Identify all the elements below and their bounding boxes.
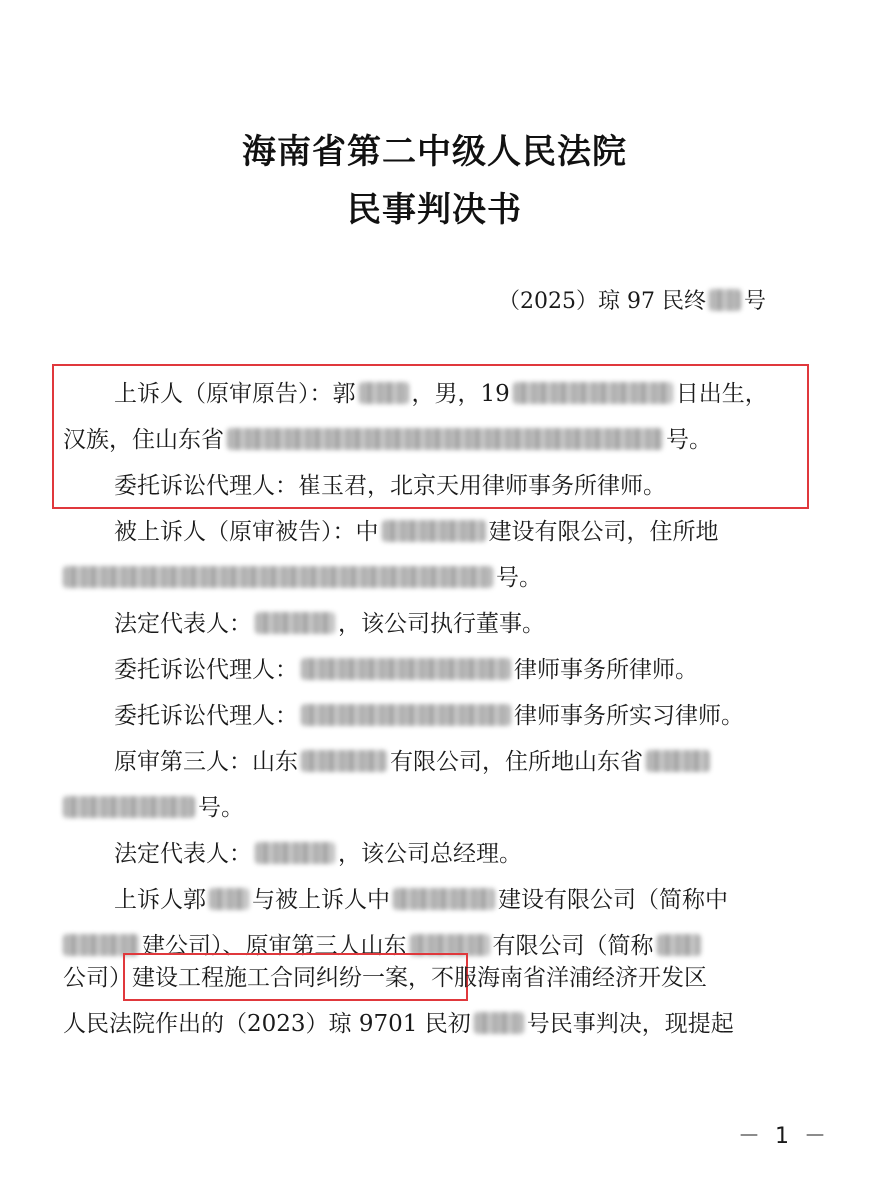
- text-segment: 有限公司，住所地山东省: [390, 749, 643, 775]
- text-segment: 委托诉讼代理人：崔玉君，北京天用律师事务所律师。: [114, 473, 666, 499]
- text-segment: 不服海南省洋浦经济开发区: [431, 965, 707, 991]
- paragraph-line: [114, 654, 698, 686]
- paragraph-line: [114, 838, 522, 870]
- paragraph-line: [114, 378, 768, 410]
- paragraph-line: [63, 424, 712, 456]
- redacted-text: [359, 382, 409, 404]
- text-segment: 委托诉讼代理人：: [114, 657, 298, 683]
- text-segment: 律师事务所律师。: [514, 657, 698, 683]
- text-segment: 上诉人郭: [114, 887, 206, 913]
- redacted-text: [646, 750, 710, 772]
- text-segment: 与被上诉人中: [252, 887, 390, 913]
- redacted-text: [255, 612, 335, 634]
- redacted-text: [63, 796, 195, 818]
- text-segment: 律师事务所实习律师。: [514, 703, 744, 729]
- case-number-suffix: 号: [743, 289, 766, 314]
- paragraph-line: [114, 700, 744, 732]
- text-segment: 汉族，住山东省: [63, 427, 224, 453]
- text-segment: 公司）: [63, 965, 132, 991]
- paragraph-line: [114, 516, 719, 548]
- redacted-text: [301, 704, 511, 726]
- text-segment: ，该公司执行董事。: [338, 611, 545, 637]
- text-segment: 人民法院作出的（2023）琼 9701 民初: [63, 1011, 471, 1037]
- redacted-text: [301, 658, 511, 680]
- redacted-text: [301, 750, 387, 772]
- redacted-text: [474, 1012, 524, 1034]
- text-segment: 上诉人（原审原告）：郭: [114, 381, 356, 407]
- text-segment: 号。: [666, 427, 712, 453]
- document-type-title: 民事判决书: [347, 190, 522, 230]
- text-segment: 有限公司（简称: [492, 933, 654, 959]
- redacted-text: [227, 428, 663, 450]
- redacted-text: [382, 520, 486, 542]
- redacted-text: [709, 289, 741, 311]
- text-segment: 号。: [496, 565, 542, 591]
- redacted-text: [513, 382, 673, 404]
- text-segment: 原审第三人：山东: [114, 749, 298, 775]
- paragraph-line: [114, 470, 666, 502]
- text-segment: 建公司）、原审第三人山东: [142, 933, 407, 959]
- text-segment: 建设有限公司，住所地: [488, 519, 719, 545]
- text-segment: 委托诉讼代理人：: [114, 703, 298, 729]
- redacted-text: [255, 842, 335, 864]
- text-segment: 号。: [198, 795, 244, 821]
- court-title: 海南省第二中级人民法院: [242, 132, 627, 172]
- paragraph-line: [63, 962, 707, 994]
- paragraph-line: [63, 792, 244, 824]
- redacted-text: [657, 934, 701, 956]
- case-number-prefix: （2025）琼 97 民终: [498, 289, 706, 314]
- text-segment: ，该公司总经理。: [338, 841, 522, 867]
- text-segment: 被上诉人（原审被告）：中: [114, 519, 379, 545]
- text-segment: 号民事判决，现提起: [526, 1011, 734, 1037]
- case-number: [498, 286, 766, 318]
- paragraph-line: [114, 746, 713, 778]
- redacted-text: [63, 566, 493, 588]
- text-segment: ，男，19: [411, 381, 510, 407]
- redacted-text: [209, 888, 249, 910]
- text-segment: 法定代表人：: [114, 611, 252, 637]
- page-number: － 1 －: [738, 1124, 830, 1149]
- paragraph-line: [114, 884, 728, 916]
- paragraph-line: [114, 608, 545, 640]
- paragraph-line: [63, 1008, 734, 1040]
- text-segment: 日出生，: [675, 381, 768, 407]
- paragraph-line: [63, 562, 542, 594]
- text-segment-highlighted: 建设工程施工合同纠纷一案，: [132, 965, 431, 991]
- text-segment: 法定代表人：: [114, 841, 252, 867]
- text-segment: 建设有限公司（简称中: [498, 887, 728, 913]
- redacted-text: [393, 888, 495, 910]
